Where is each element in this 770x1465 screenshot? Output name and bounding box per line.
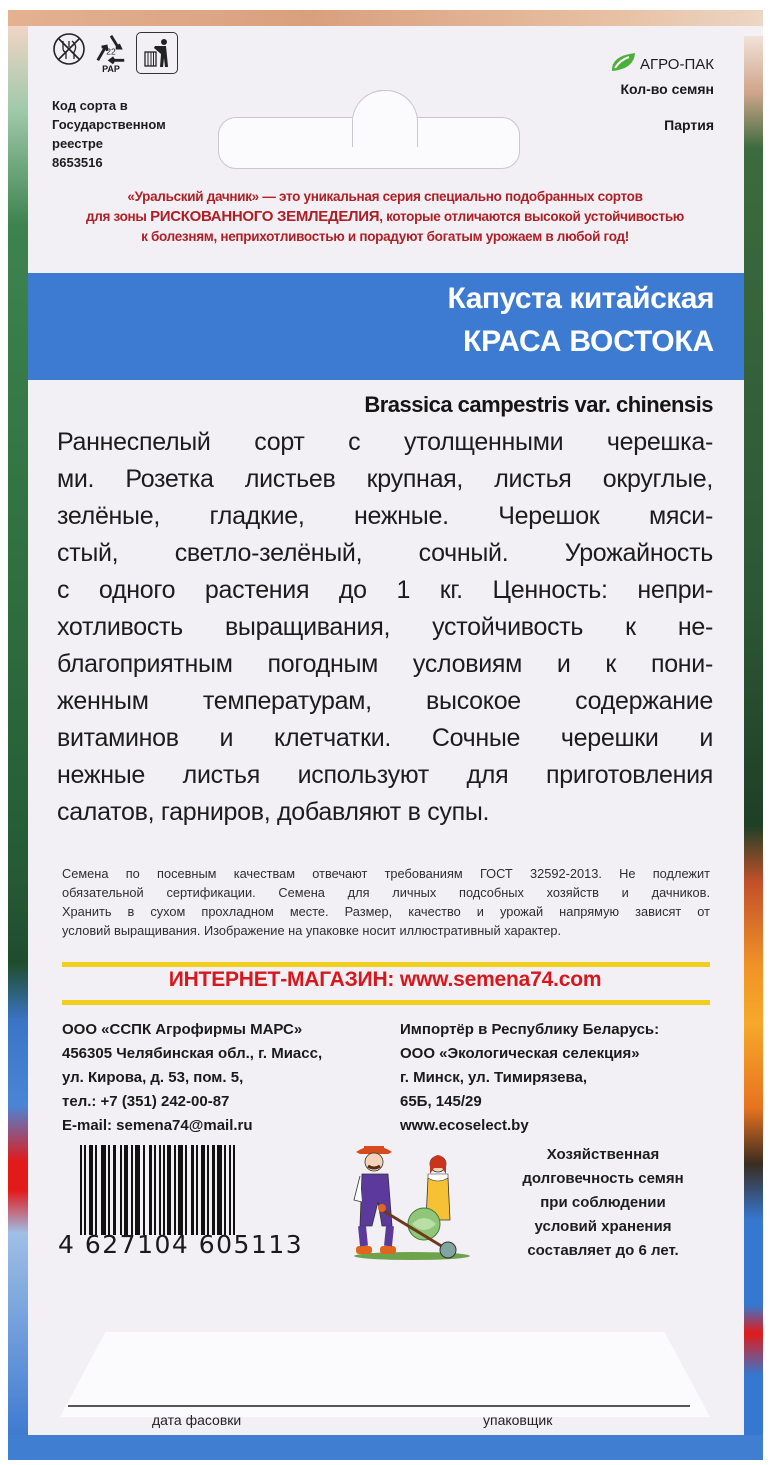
manufacturer-address1: 456305 Челябинская обл., г. Миасс, (62, 1045, 323, 1062)
seed-count-label: Кол-во семян (620, 81, 714, 97)
agro-pak-logo (610, 52, 714, 76)
legal-line: Хранить в сухом прохладном месте. Размер, качество и урожай напрямую зависят от (62, 904, 710, 919)
left-edge-border (8, 26, 28, 1446)
legal-line: обязательной сертификации. Семена для личных подсобных хозяйств и дачников. (62, 885, 710, 900)
series-slogan (60, 187, 710, 247)
signature-line (68, 1405, 690, 1407)
shelf-life-line: при соблюдении (540, 1194, 666, 1211)
importer-title: Импортёр в Республику Беларусь: (400, 1021, 660, 1038)
legal-line: условий выращивания. Изображение на упаковке носит иллюстративный характер. (62, 923, 562, 938)
description-line: стый, светло-зелёный, сочный. Урожайность (57, 539, 713, 567)
slogan-line2-suffix: , которые отличаются высокой устойчивостью (379, 209, 685, 224)
recycle-icon (94, 32, 128, 66)
importer-website[interactable]: www.ecoselect.by (400, 1117, 529, 1134)
brand-name: АГРО-ПАК (640, 55, 714, 73)
manufacturer-email[interactable]: E-mail: semena74@mail.ru (62, 1117, 253, 1134)
registry-code: 8653516 (52, 155, 103, 170)
packaging-symbols (52, 32, 178, 74)
bottom-edge-strip (8, 1435, 763, 1460)
variety-name: КРАСА ВОСТОКА (463, 325, 714, 358)
brand-block (610, 52, 714, 133)
shelf-life-line: условий хранения (534, 1218, 672, 1235)
importer-address2: 65Б, 145/29 (400, 1093, 482, 1110)
online-shop-link[interactable]: ИНТЕРНЕТ-МАГАЗИН: www.semena74.com (168, 968, 602, 991)
not-food-contact-icon (52, 32, 86, 66)
shelf-life-line: составляет до 6 лет. (527, 1242, 679, 1259)
description-line: салатов, гарниров, добавляют в супы. (57, 798, 490, 826)
latin-name: Brassica campestris var. chinensis (364, 392, 713, 417)
description-line: витаминов и клетчатки. Сочные черешки и (57, 724, 713, 752)
manufacturer-phone: тел.: +7 (351) 242-00-87 (62, 1093, 230, 1110)
slogan-line2 (60, 207, 710, 227)
recycle-symbol (94, 32, 128, 74)
leaf-icon (610, 52, 636, 76)
description-line: хотливость выращивания, устойчивость к не- (57, 613, 713, 641)
legal-line: Семена по посевным качествам отвечают требованиям ГОСТ 32592-2013. Не подлежит (62, 866, 710, 881)
variety-description (57, 424, 713, 831)
slogan-line1: «Уральский дачник» — это уникальная серия специально подобранных сортов (127, 189, 643, 204)
manufacturer-info (62, 1018, 322, 1138)
packer-label: упаковщик (483, 1412, 553, 1428)
barcode (80, 1145, 315, 1235)
slogan-highlight: РИСКОВАННОГО ЗЕМЛЕДЕЛИЯ (150, 208, 380, 225)
description-line: с одного растения до 1 кг. Ценность: непри- (57, 576, 713, 604)
description-line: Раннеспелый сорт с утолщенными черешка- (57, 428, 713, 456)
shelf-life-note (478, 1143, 728, 1263)
shelf-life-line: Хозяйственная (546, 1146, 660, 1163)
shelf-life-line: долговечность семян (522, 1170, 684, 1187)
batch-label: Партия (664, 117, 714, 133)
slogan-line2-prefix: для зоны (85, 209, 151, 224)
legal-notice (62, 864, 710, 940)
recycle-material-label: PAP (102, 64, 120, 74)
registry-label-line3: реестре (52, 136, 103, 151)
hang-hole-join (353, 117, 415, 121)
manufacturer-address2: ул. Кирова, д. 53, пом. 5, (62, 1069, 244, 1086)
slogan-line3: к болезням, неприхотливостью и порадуют богатым урожаем в любой год! (141, 229, 629, 244)
gardener-mascots-illustration (352, 1140, 478, 1262)
crop-name: Капуста китайская (447, 282, 714, 315)
description-line: зелёные, гладкие, нежные. Черешок мяси- (57, 502, 713, 530)
importer-address1: г. Минск, ул. Тимирязева, (400, 1069, 588, 1086)
right-edge-border (744, 36, 763, 1446)
variety-registry-code (52, 96, 166, 172)
description-line: женным температурам, высокое содержание (57, 687, 713, 715)
shop-rule-top (62, 962, 710, 967)
manufacturer-name: ООО «ССПК Агрофирмы МАРС» (62, 1021, 303, 1038)
shop-rule-bottom (62, 1000, 710, 1005)
top-edge-strip (8, 10, 763, 26)
tidy-man-trash-icon (136, 32, 178, 74)
registry-label-line1: Код сорта в (52, 98, 128, 113)
description-line: благоприятным погодным условиям и к пони- (57, 650, 713, 678)
description-line: нежные листья используют для приготовления (57, 761, 713, 789)
description-line: ми. Розетка листьев крупная, листья округлые, (57, 465, 713, 493)
importer-info (400, 1018, 659, 1138)
registry-label-line2: Государственном (52, 117, 166, 132)
barcode-number: 4 627104 605113 (58, 1230, 304, 1259)
importer-name: ООО «Экологическая селекция» (400, 1045, 640, 1062)
pack-date-label: дата фасовки (152, 1412, 242, 1428)
svg-text:22: 22 (106, 46, 116, 57)
